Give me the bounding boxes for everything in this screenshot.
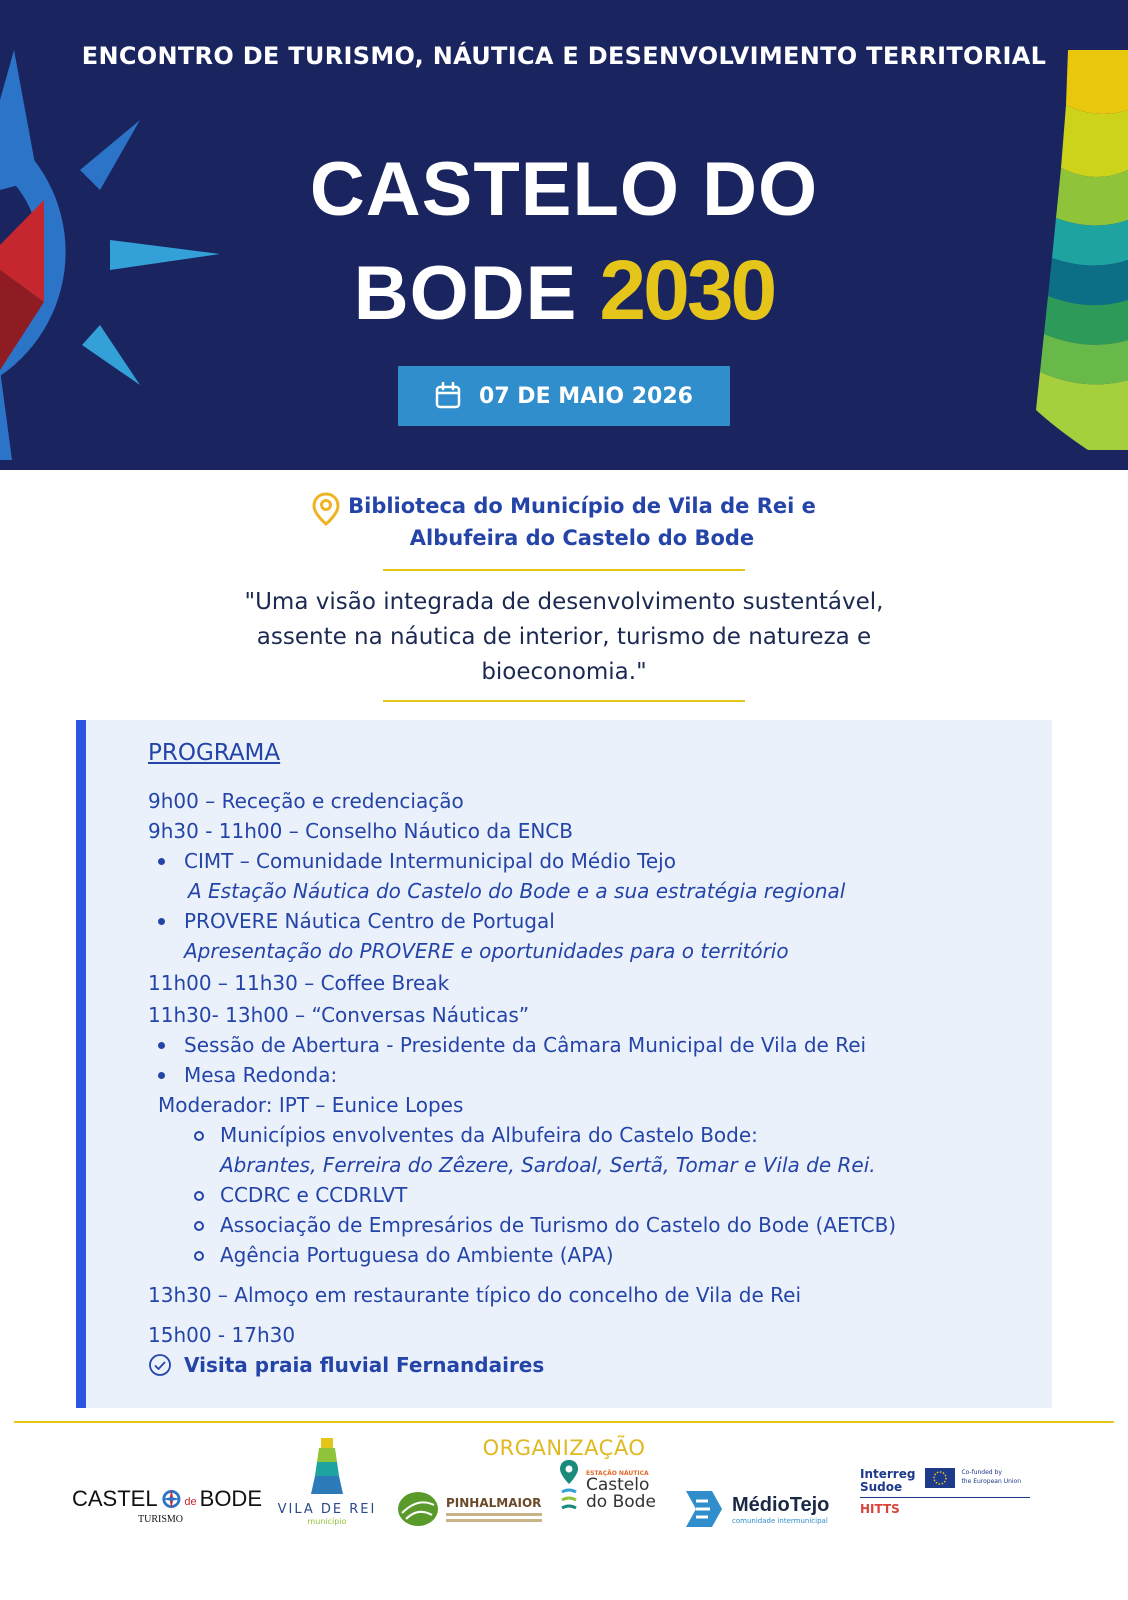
interreg-sudoe-logo <box>860 1468 1040 1538</box>
logo-text: CASTEL <box>72 1486 158 1511</box>
quote-line-3: bioeconomia." <box>481 659 647 685</box>
program-visit <box>148 1350 1032 1380</box>
logo-text: MédioTejo <box>732 1493 830 1516</box>
calendar-icon <box>435 382 461 410</box>
program-bullet-detail: Apresentação do PROVERE e oportunidades para o território <box>184 939 789 963</box>
logo-text: TURISMO <box>138 1514 184 1525</box>
location-line-1: Biblioteca do Município de Vila de Rei e <box>348 494 816 518</box>
vila-de-rei-logo <box>272 1438 382 1548</box>
logo-underline <box>860 1497 1030 1498</box>
quote-line-1: "Uma visão integrada de desenvolvimento sustentável, <box>244 589 884 615</box>
program-item: 9h00 – Receção e credenciação <box>148 789 464 813</box>
pinhal-leaf-icon <box>396 1489 440 1529</box>
medio-tejo-logo <box>686 1484 846 1534</box>
logo-text: Sudoe <box>860 1480 903 1494</box>
logo-text: município <box>307 1517 347 1526</box>
program-subitem: Associação de Empresários de Turismo do Castelo do Bode (AETCB) <box>148 1210 1032 1240</box>
logo-text: BODE <box>199 1486 262 1511</box>
eu-flag-icon <box>925 1468 955 1488</box>
event-subtitle: ENCONTRO DE TURISMO, NÁUTICA E DESENVOLVIMENTO TERRITORIAL <box>81 42 1047 70</box>
divider-organization <box>14 1421 1114 1423</box>
logo-underline <box>446 1513 542 1516</box>
program-subitem-detail: Abrantes, Ferreira do Zêzere, Sardoal, Sertã, Tomar e Vila de Rei. <box>220 1153 876 1177</box>
program-subitem: CCDRC e CCDRLVT <box>148 1180 1032 1210</box>
spacer <box>148 1310 1032 1320</box>
program-bullet: Sessão de Abertura - Presidente da Câmara Municipal de Vila de Rei <box>148 1030 1032 1060</box>
medio-tejo-emblem-icon <box>686 1489 722 1529</box>
location-line-2: Albufeira do Castelo do Bode <box>409 526 755 550</box>
event-quote <box>0 585 1128 690</box>
program-section <box>76 720 1052 1408</box>
visit-text: Visita praia fluvial Fernandaires <box>184 1353 545 1377</box>
event-location <box>0 490 1128 554</box>
program-title: PROGRAMA <box>148 740 281 766</box>
logo-text: the European Union <box>961 1478 1022 1485</box>
castelo-de-bode-turismo-logo <box>72 1486 262 1556</box>
logo-text: Interreg <box>860 1467 916 1481</box>
divider-top <box>383 569 745 571</box>
location-pin-icon <box>558 1458 580 1514</box>
logo-text: ESTAÇÃO NÁUTICA <box>586 1470 649 1477</box>
title-bode: BODE <box>353 251 578 336</box>
program-bullet-detail: A Estação Náutica do Castelo do Bode e a sua estratégia regional <box>188 879 846 903</box>
program-moderator: Moderador: IPT – Eunice Lopes <box>158 1093 464 1117</box>
estacao-nautica-logo <box>558 1458 678 1528</box>
program-subitem: Municípios envolventes da Albufeira do Castelo Bode: <box>148 1120 1032 1150</box>
program-item: 15h00 - 17h30 <box>148 1323 296 1347</box>
program-subitem: Agência Portuguesa do Ambiente (APA) <box>148 1240 1032 1270</box>
logo-text: Co-funded by <box>961 1469 1002 1476</box>
logo-text: PINHALMAIOR <box>446 1496 542 1510</box>
program-content <box>148 740 1032 1380</box>
date-badge <box>398 366 730 426</box>
organization-label: ORGANIZAÇÃO <box>482 1436 646 1460</box>
location-text <box>348 490 816 554</box>
program-item: 11h00 – 11h30 – Coffee Break <box>148 971 450 995</box>
compass-icon <box>160 1487 183 1511</box>
quote-line-2: assente na náutica de interior, turismo de natureza e <box>256 624 872 650</box>
organizer-logos <box>0 1460 1128 1600</box>
title-line-2 <box>0 240 1128 344</box>
logo-text: de <box>184 1496 197 1508</box>
logo-text: do Bode <box>586 1492 656 1512</box>
program-bullet: PROVERE Náutica Centro de Portugal <box>148 906 1032 936</box>
logo-text: HITTS <box>860 1502 900 1516</box>
location-pin-icon <box>312 492 340 526</box>
check-circle-icon <box>148 1353 172 1377</box>
program-item: 9h30 - 11h00 – Conselho Náutico da ENCB <box>148 819 573 843</box>
vila-de-rei-emblem-icon <box>309 1438 345 1498</box>
logo-text: comunidade intermunicipal <box>732 1516 828 1525</box>
title-year: 2030 <box>599 243 775 337</box>
spacer <box>148 1270 1032 1280</box>
event-date: 07 DE MAIO 2026 <box>479 383 693 409</box>
pinhal-maior-logo <box>396 1484 556 1534</box>
title-line-1: CASTELO DO <box>309 147 819 232</box>
program-bullet: Mesa Redonda: <box>148 1060 1032 1090</box>
header-banner <box>0 0 1128 470</box>
logo-text: VILA DE REI <box>277 1502 377 1517</box>
divider-bottom <box>383 700 745 702</box>
logo-underline <box>446 1519 542 1522</box>
event-title <box>0 140 1128 344</box>
program-item: 11h30- 13h00 – “Conversas Náuticas” <box>148 1003 530 1027</box>
program-item: 13h30 – Almoço em restaurante típico do concelho de Vila de Rei <box>148 1283 802 1307</box>
logo-text: Castelo <box>586 1475 650 1495</box>
program-bullet: CIMT – Comunidade Intermunicipal do Médio Tejo <box>148 846 1032 876</box>
